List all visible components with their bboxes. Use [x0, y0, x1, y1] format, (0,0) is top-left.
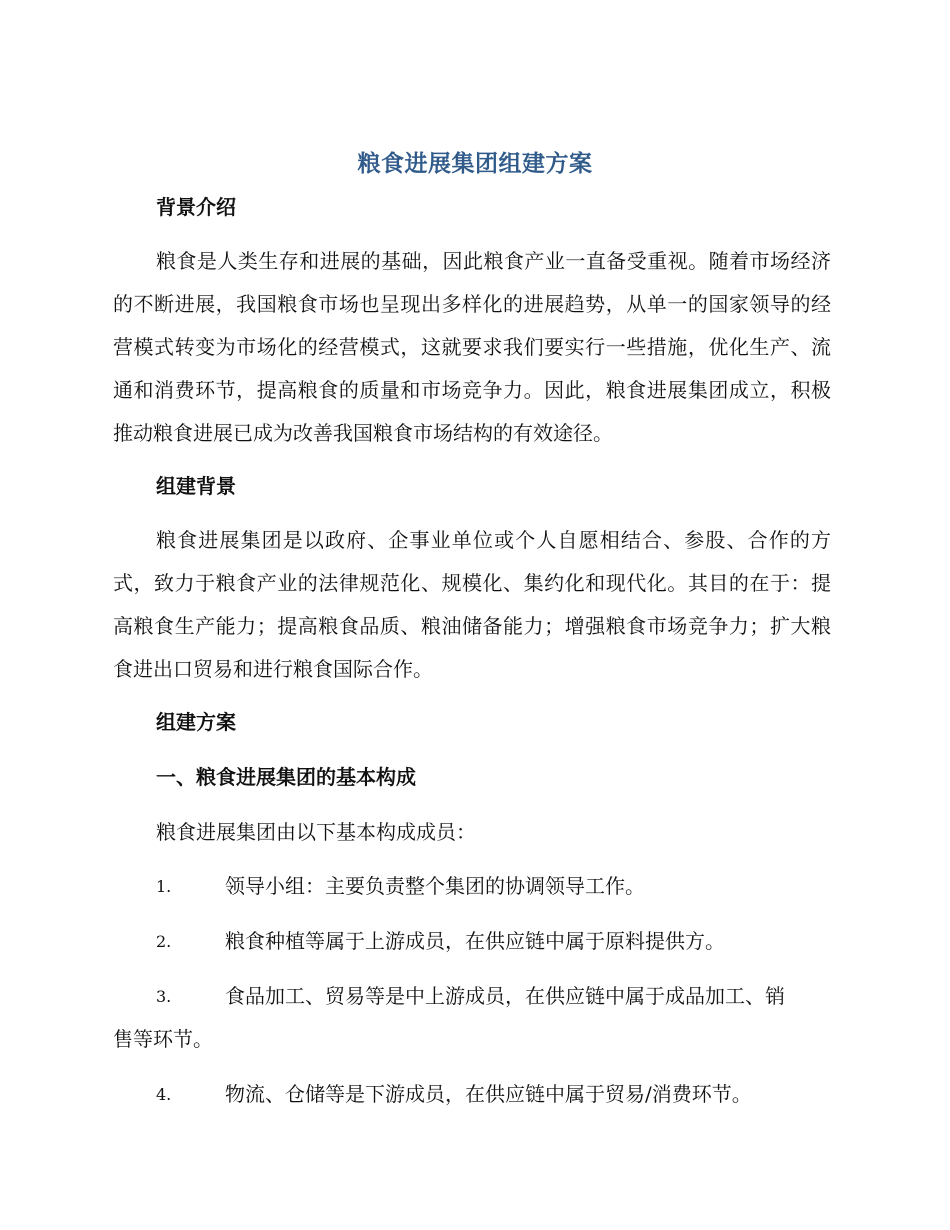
- list-item-text-continued: 售等环节。: [113, 1027, 213, 1051]
- section-heading-formation-plan: 组建方案: [156, 710, 236, 734]
- list-item-text: 食品加工、贸易等是中上游成员，在供应链中属于成品加工、销: [225, 984, 785, 1008]
- list-item: [113, 865, 831, 908]
- list-item: [113, 975, 831, 1061]
- list-intro: 粮食进展集团由以下基本构成成员：: [156, 820, 476, 844]
- list-item-number: 4.: [156, 1085, 172, 1104]
- document-title: 粮食进展集团组建方案: [357, 151, 593, 177]
- list-item-number: 1.: [156, 877, 172, 896]
- list-item-number: 3.: [156, 987, 172, 1006]
- list-item-text: 物流、仓储等是下游成员，在供应链中属于贸易/消费环节。: [225, 1082, 752, 1106]
- subheading-basic-composition: 一、粮食进展集团的基本构成: [156, 765, 416, 789]
- list-item-text: 粮食种植等属于上游成员，在供应链中属于原料提供方。: [225, 929, 725, 953]
- section-heading-formation-background: 组建背景: [156, 474, 236, 498]
- paragraph-formation-background: 粮食进展集团是以政府、企事业单位或个人自愿相结合、参股、合作的方式，致力于粮食产业的法律规范化、规模化、集约化和现代化。其目的在于：提高粮食生产能力；提高粮食品质、粮油储备能力；增强粮食市场竞争力；扩大粮食进出口贸易和进行粮食国际合作。: [113, 528, 831, 681]
- list-item-number: 2.: [156, 932, 172, 951]
- list-item-text: 领导小组：主要负责整个集团的协调领导工作。: [225, 874, 645, 898]
- section-heading-background: 背景介绍: [156, 195, 236, 219]
- list-item: [113, 1073, 831, 1116]
- list-item: [113, 920, 831, 963]
- paragraph-background: 粮食是人类生存和进展的基础，因此粮食产业一直备受重视。随着市场经济的不断进展，我国粮食市场也呈现出多样化的进展趋势，从单一的国家领导的经营模式转变为市场化的经营模式，这就要求我们要实行一些措施，优化生产、流通和消费环节，提高粮食的质量和市场竞争力。因此，粮食进展集团成立，积极推动粮食进展已成为改善我国粮食市场结构的有效途径。: [113, 249, 831, 445]
